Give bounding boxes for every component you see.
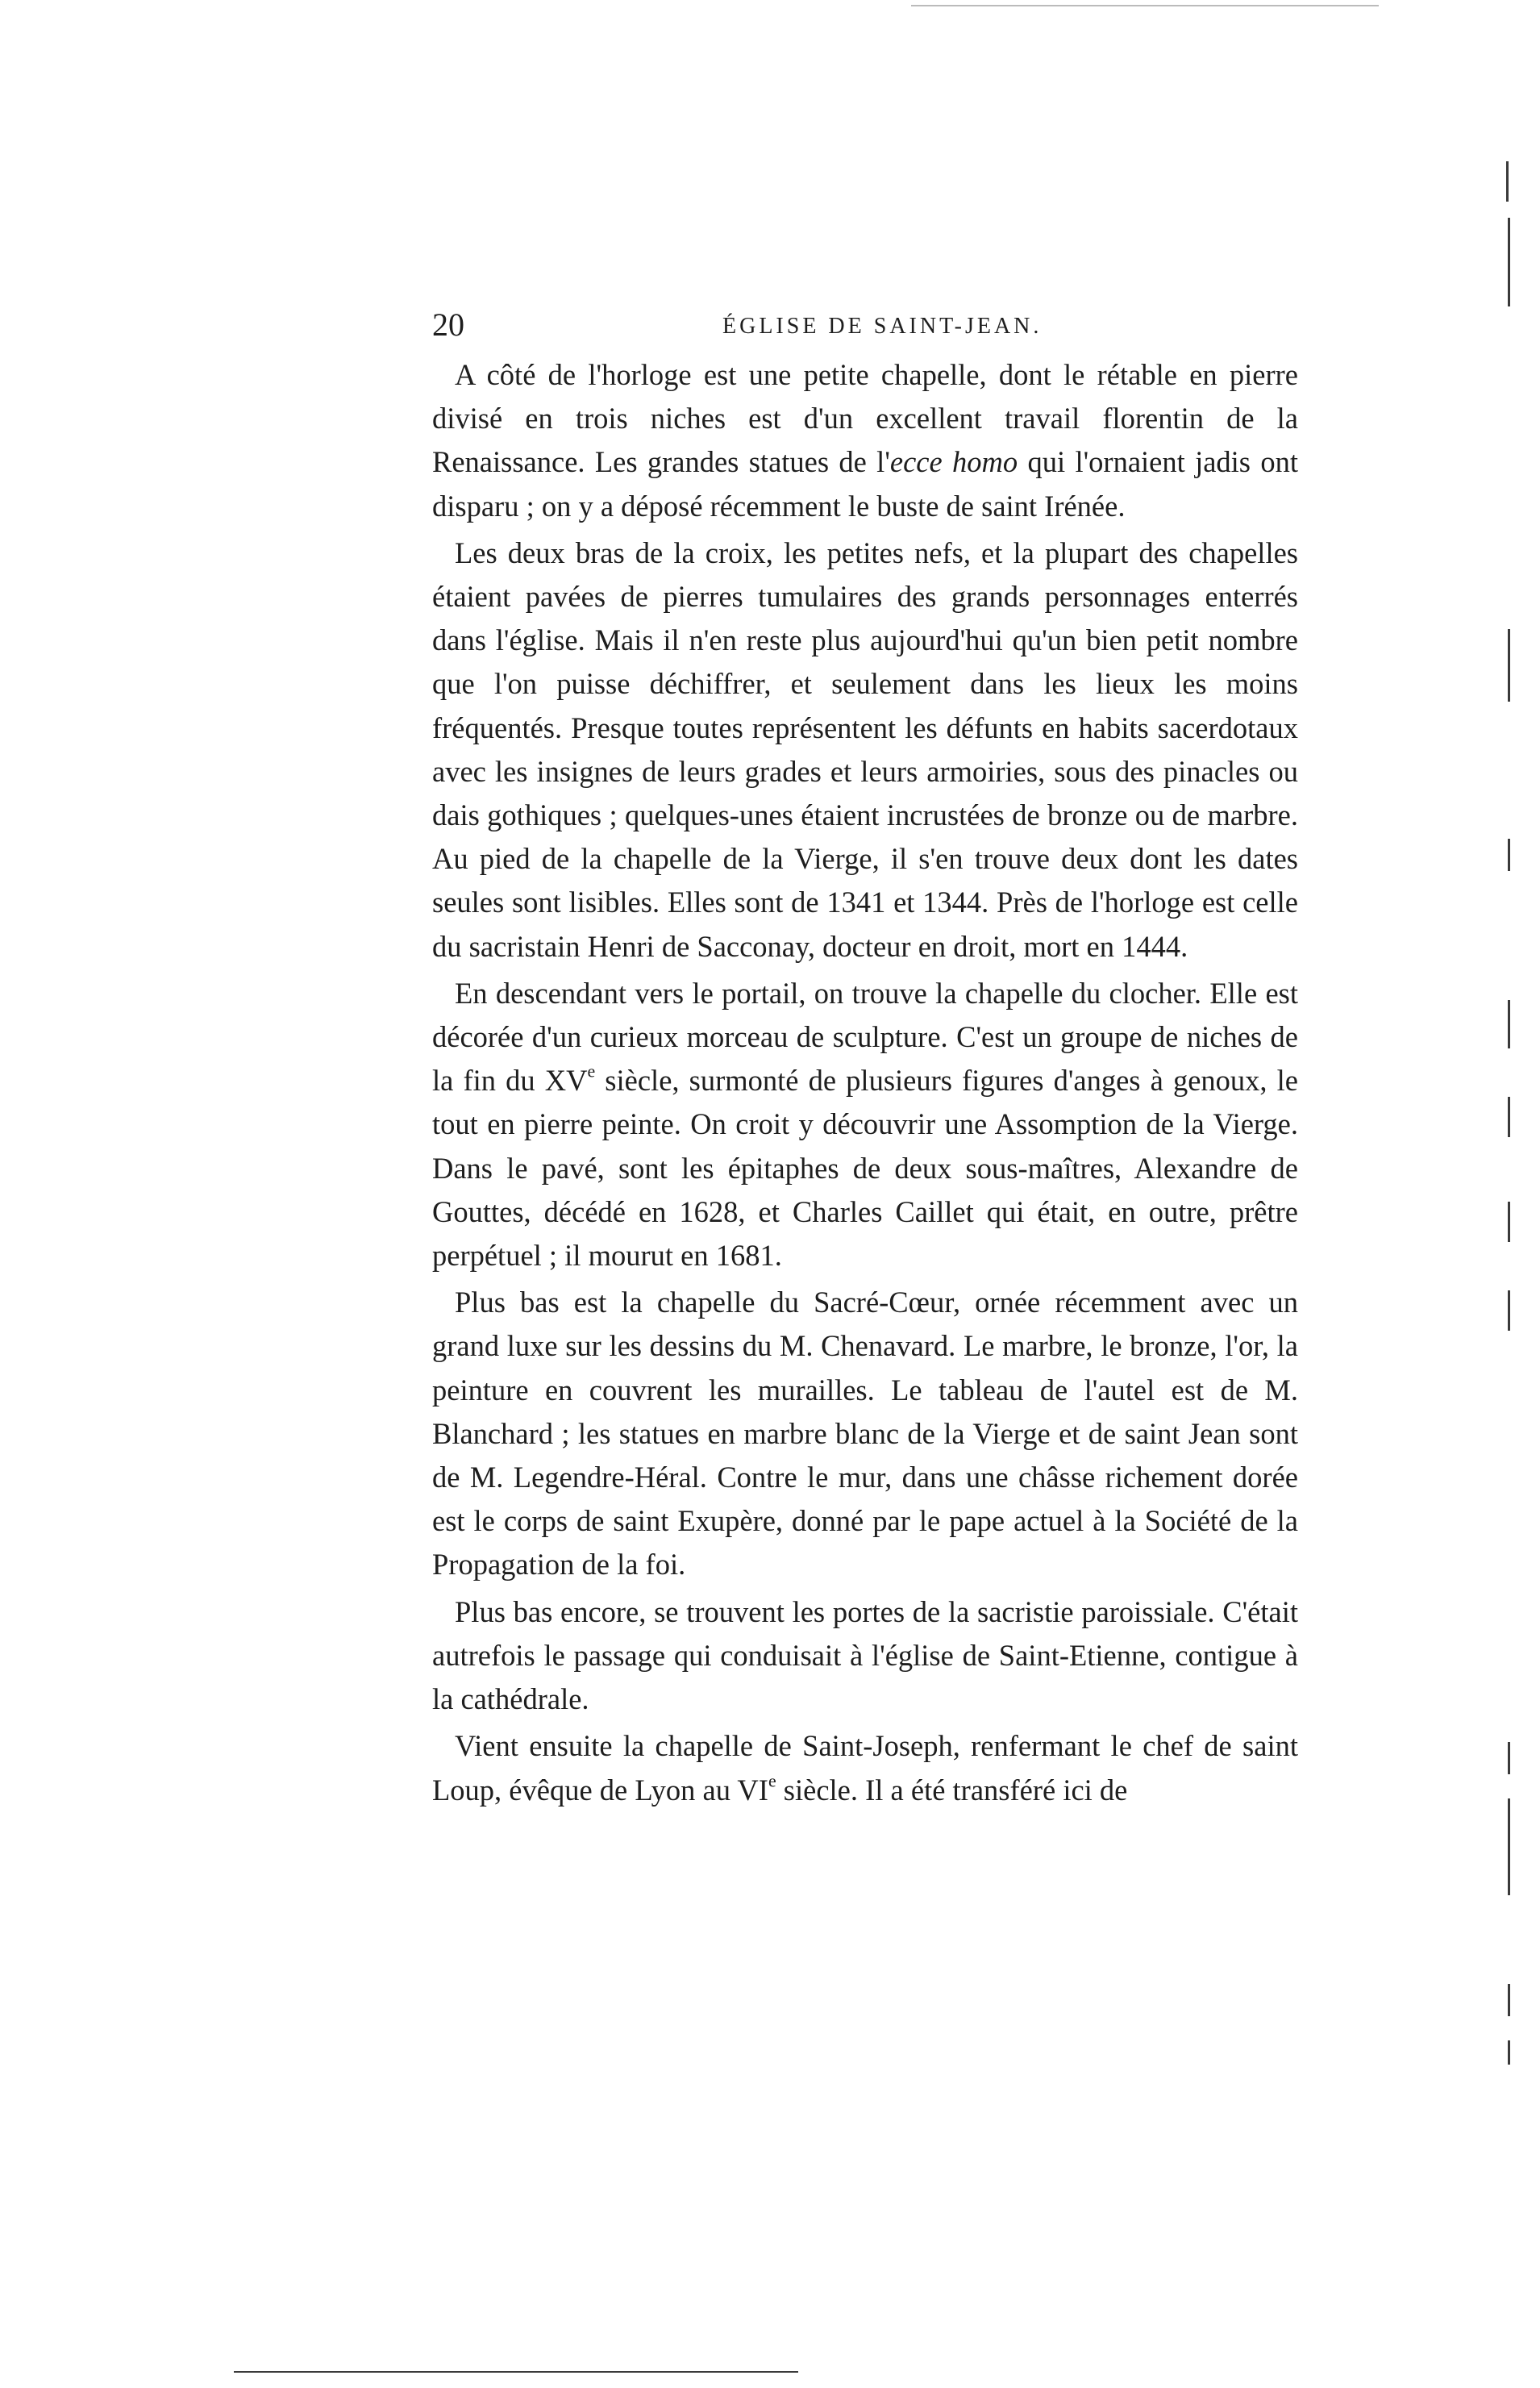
paragraph: Les deux bras de la croix, les petites nefs, et la plupart des chapelles étaient pavées de pierres tumulaires des grands personnages enterrés dans l'église. Mais il n'en reste plus aujourd'hui qu'un bien petit nombre que l'on puisse déchiffrer, et seulement dans les lieux les moins fréquentés. Presque toutes représentent les défunts en habits sacerdotaux avec les insignes de leurs grades et leurs armoiries, sous des pinacles ou dais gothiques ; quelques-unes étaient incrustées de bronze ou de marbre. Au pied de la chapelle de la Vierge, il s'en trouve deux dont les dates seules sont lisibles. Elles sont de 1341 et 1344. Près de l'horloge est celle du sacristain Henri de Sacconay, docteur en droit, mort en 1444.	[432, 536, 1298, 963]
superscript: e	[587, 1061, 596, 1081]
scan-bottom-rule	[234, 2371, 798, 2373]
scan-edge-mark	[1508, 1202, 1510, 1242]
paragraph: Vient ensuite la chapelle de Saint-Joseph, renfermant le chef de saint Loup, évêque de Lyon au VIe siècle. Il a été transféré ici de	[432, 1729, 1298, 1807]
scan-edge-mark	[1508, 1798, 1510, 1895]
running-title: ÉGLISE DE SAINT-JEAN.	[722, 314, 1043, 339]
body-text	[432, 353, 1298, 1815]
superscript: e	[768, 1770, 776, 1791]
scan-edge-mark	[1506, 161, 1509, 202]
italic-phrase: ecce homo	[889, 445, 1018, 479]
scan-edge-mark	[1508, 2040, 1510, 2065]
scan-top-rule	[911, 5, 1379, 6]
paragraph: Plus bas encore, se trouvent les portes de la sacristie paroissiale. C'était autrefois le passage qui conduisait à l'église de Saint-Etienne, contigue à la cathédrale.	[432, 1594, 1298, 1716]
scan-edge-mark	[1508, 629, 1510, 702]
scan-edge-mark	[1508, 218, 1510, 306]
scan-edge-mark	[1508, 839, 1510, 871]
scan-edge-mark	[1508, 1097, 1510, 1137]
scan-edge-mark	[1508, 1000, 1510, 1048]
paragraph: En descendant vers le portail, on trouve la chapelle du clocher. Elle est décorée d'un curieux morceau de sculpture. C'est un groupe de niches de la fin du XVe siècle, surmonté de plusieurs figures d'anges à genoux, le tout en pierre peinte. On croit y découvrir une Assomption de la Vierge. Dans le pavé, sont les épitaphes de deux sous-maîtres, Alexandre de Gouttes, décédé en 1628, et Charles Caillet qui était, en outre, prêtre perpétuel ; il mourut en 1681.	[432, 976, 1298, 1273]
scan-edge-mark	[1508, 1742, 1510, 1774]
page-number: 20	[432, 306, 464, 343]
scan-edge-mark	[1508, 1984, 1510, 2016]
page-header	[432, 305, 1298, 345]
paragraph: Plus bas est la chapelle du Sacré-Cœur, ornée récemment avec un grand luxe sur les dessins du M. Chenavard. Le marbre, le bronze, l'or, la peinture en couvrent les murailles. Le tableau de l'autel est de M. Blanchard ; les statues en marbre blanc de la Vierge et de saint Jean sont de M. Legendre-Héral. Contre le mur, dans une châsse richement dorée est le corps de saint Exupère, donné par le pape actuel à la Société de la Propagation de la foi.	[432, 1286, 1298, 1582]
paragraph: A côté de l'horloge est une petite chapelle, dont le rétable en pierre divisé en trois niches est d'un excellent travail florentin de la Renaissance. Les grandes statues de l'ecce homo qui l'ornaient jadis ont disparu ; on y a déposé récemment le buste de saint Irénée.	[432, 358, 1298, 523]
scan-edge-mark	[1508, 1290, 1510, 1331]
